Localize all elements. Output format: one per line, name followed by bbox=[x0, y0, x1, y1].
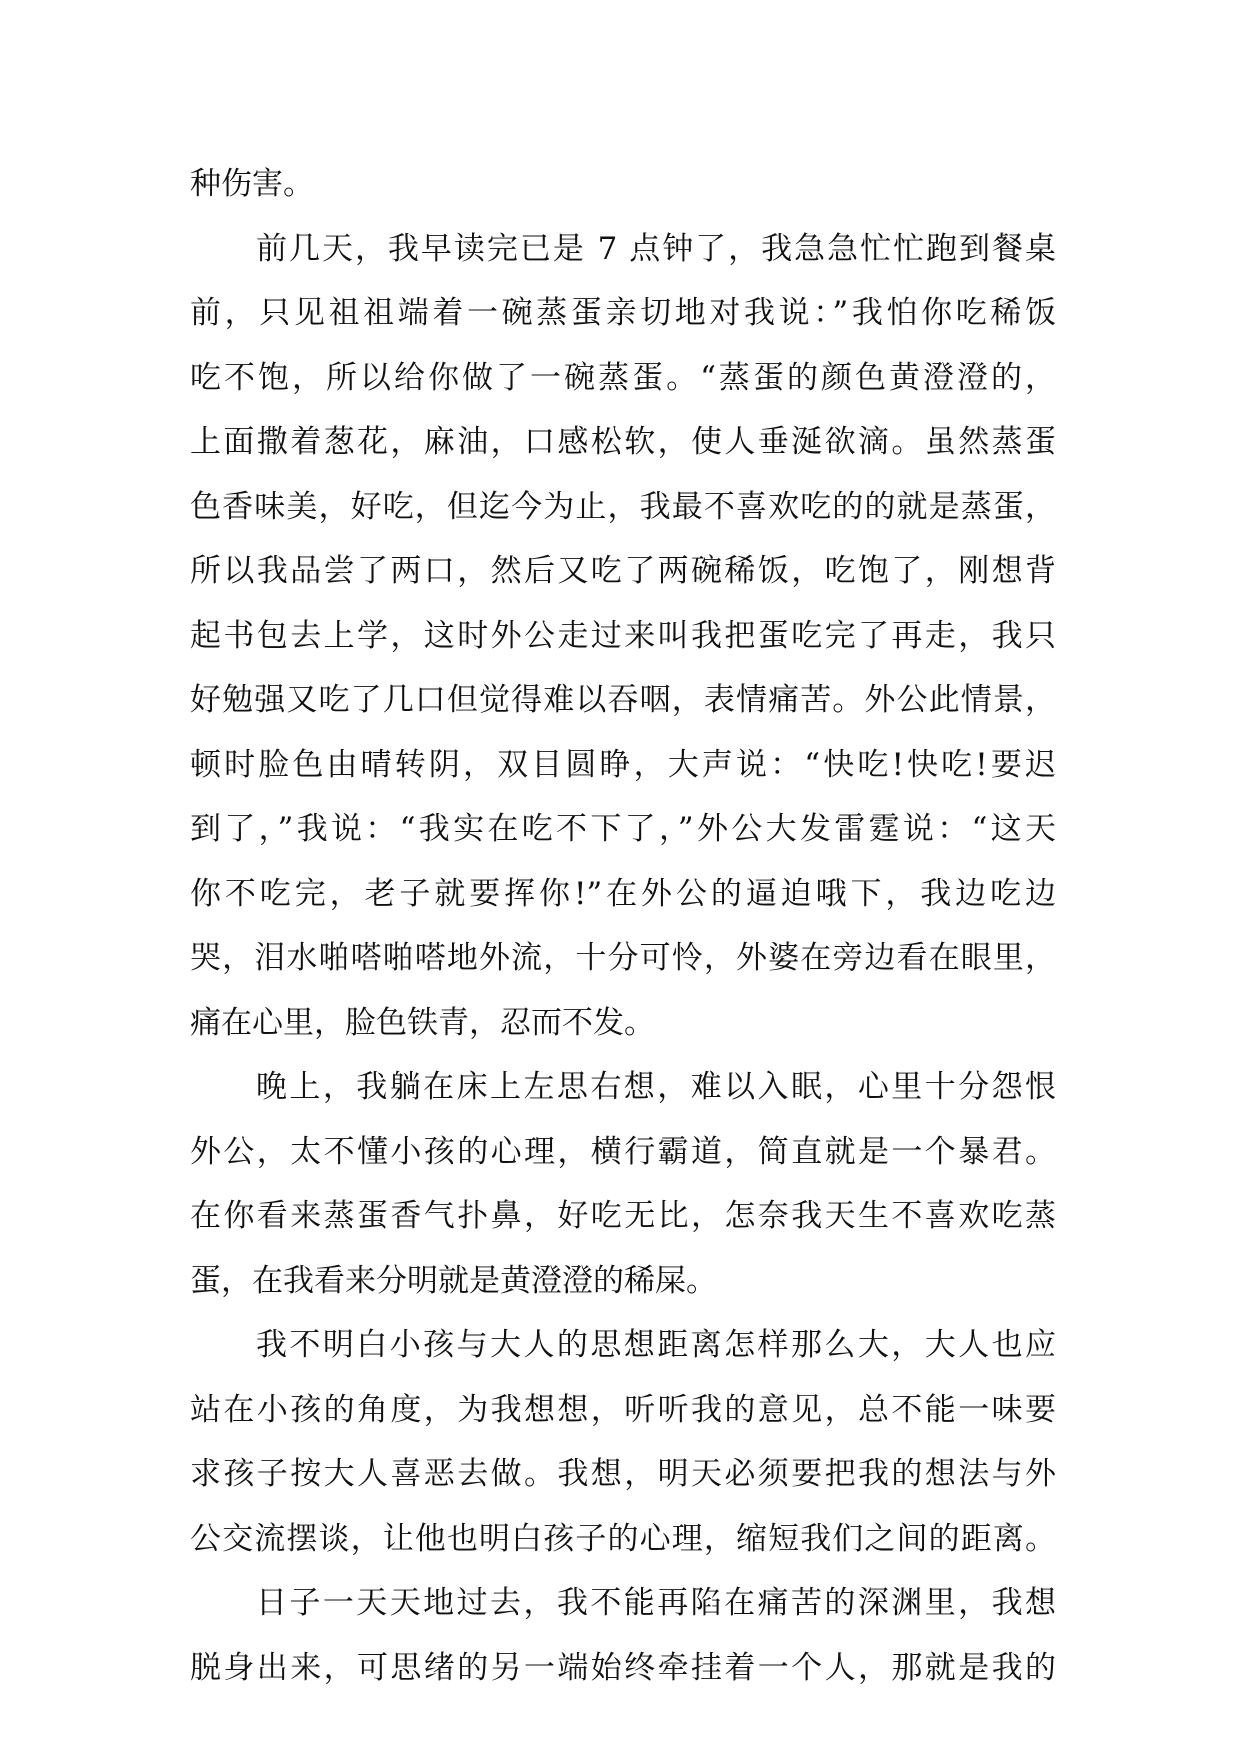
text-line: 起书包去上学，这时外公走过来叫我把蛋吃完了再走，我只 bbox=[190, 617, 1056, 654]
text-line: 顿时脸色由晴转阴，双目圆睁，大声说：“快吃!快吃!要迟 bbox=[190, 746, 1056, 783]
text-line: 日子一天天地过去，我不能再陷在痛苦的深渊里，我想 bbox=[256, 1585, 1056, 1621]
text-line: 站在小孩的角度，为我想想，听听我的意见，总不能一味要 bbox=[190, 1391, 1056, 1428]
text-line: 上面撒着葱花，麻油，口感松软，使人垂涎欲滴。虽然蒸蛋 bbox=[190, 424, 1056, 460]
text-line: 吃不饱，所以给你做了一碗蒸蛋。“蒸蛋的颜色黄澄澄的， bbox=[190, 359, 1056, 396]
text-line: 在你看来蒸蛋香气扑鼻，好吃无比，怎奈我天生不喜欢吃蒸 bbox=[190, 1198, 1056, 1234]
text-line: 公交流摆谈，让他也明白孩子的心理，缩短我们之间的距离。 bbox=[190, 1520, 1056, 1557]
text-line: 哭，泪水啪嗒啪嗒地外流，十分可怜，外婆在旁边看在眼里， bbox=[190, 940, 1056, 976]
essay-body bbox=[190, 152, 1056, 1700]
paragraph bbox=[190, 1055, 1056, 1313]
text-line: 晚上，我躺在床上左思右想，难以入眠，心里十分怨恨 bbox=[256, 1069, 1056, 1105]
text-line: 外公，太不懂小孩的心理，横行霸道，简直就是一个暴君。 bbox=[190, 1133, 1056, 1170]
text-line: 前，只见祖祖端着一碗蒸蛋亲切地对我说：”我怕你吃稀饭 bbox=[190, 295, 1056, 331]
paragraph bbox=[190, 1571, 1056, 1700]
text-line: 种伤害。 bbox=[190, 166, 314, 202]
text-line: 求孩子按大人喜恶去做。我想，明天必须要把我的想法与外 bbox=[190, 1456, 1056, 1492]
text-line: 你不吃完，老子就要挥你!”在外公的逼迫哦下，我边吃边 bbox=[190, 875, 1056, 912]
text-line: 前几天，我早读完已是 7 点钟了，我急急忙忙跑到餐桌 bbox=[256, 230, 1056, 267]
text-line: 蛋，在我看来分明就是黄澄澄的稀屎。 bbox=[190, 1262, 717, 1299]
text-line: 我不明白小孩与大人的思想距离怎样那么大，大人也应 bbox=[256, 1327, 1056, 1363]
text-line: 色香味美，好吃，但迄今为止，我最不喜欢吃的的就是蒸蛋， bbox=[190, 488, 1056, 525]
text-line: 到了，”我说：“我实在吃不下了，”外公大发雷霆说：“这天 bbox=[190, 811, 1056, 847]
paragraph bbox=[190, 217, 1056, 1056]
paragraph bbox=[190, 152, 1056, 217]
text-line: 好勉强又吃了几口但觉得难以吞咽，表情痛苦。外公此情景， bbox=[190, 682, 1056, 718]
text-line: 痛在心里，脸色铁青，忍而不发。 bbox=[190, 1004, 655, 1041]
text-line: 所以我品尝了两口，然后又吃了两碗稀饭，吃饱了，刚想背 bbox=[190, 553, 1056, 589]
text-line: 脱身出来，可思绪的另一端始终牵挂着一个人，那就是我的 bbox=[190, 1649, 1056, 1686]
paragraph bbox=[190, 1313, 1056, 1571]
